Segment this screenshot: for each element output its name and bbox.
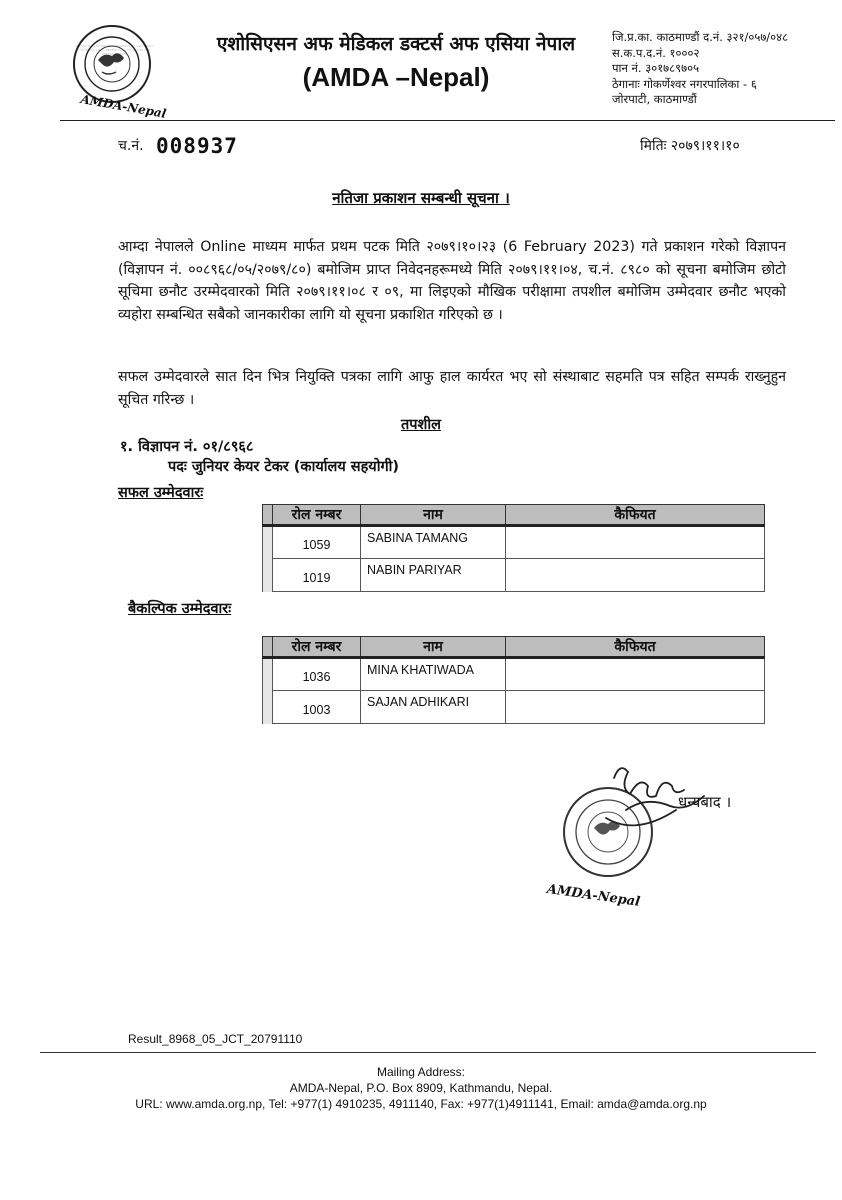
advertisement-number: १. विज्ञापन नं. ०१/८९६८ (120, 439, 254, 455)
notice-paragraph: आम्दा नेपालले Online माध्यम मार्फत प्रथम पटक मिति २०७९।१०।२३ (6 February 2023) गते प्रकाशन गरेको विज्ञापन (विज्ञापन नं. ००८९६८/०५/२०७९/८०) बमोजिम प्राप्त निवेदनहरूमध्ये मिति २०७९।११।०४, च.नं. ८९८० को सूचना बमोजिम छोटो सूचिमा छनौट उरम्मेदवारको मिति २०७९।११।०८ र ०९, मा लिइएको मौखिक परीक्षामा तपशील बमोजिम उम्मेदवार छनौट भएको व्यहोरा सम्बन्धित सबैको जानकारीका लागि यो सूचना प्रकाशित गरिएको छ । (118, 239, 786, 323)
table-edge (263, 559, 273, 592)
closing-thanks: धन्यबाद । (678, 793, 732, 811)
successful-label-text: सफल उम्मेदवारः (118, 485, 204, 501)
logo-seal-text: ASSOCIATION OF MEDICAL DOCTORS OF ASIA NEPAL · FOUNDED 1994 · BETTER QUALITY OF LIFE FOR BETTER FUTURE (74, 44, 154, 56)
registration-line: पान नं. ३०१७८९७०५ (612, 61, 700, 75)
amda-logo (60, 14, 188, 121)
remarks (506, 658, 765, 691)
notice-paragraph: सफल उम्मेदवारले सात दिन भित्र नियुक्ति पत्रका लागि आफु हाल कार्यरत भए सो संस्थाबाट सहमति पत्र सहित सम्पर्क राख्नुहुन सूचित गरिन्छ । (118, 369, 786, 408)
footer-address: AMDA-Nepal, P.O. Box 8909, Kathmandu, Nepal. (289, 1081, 553, 1095)
file-reference: Result_8968_05_JCT_20791110 (128, 1032, 303, 1046)
column-header-roll: रोल नम्बर (273, 637, 361, 658)
roll-number: 1036 (273, 658, 361, 691)
alternate-label-text: बैकल्पिक उम्मेदवारः (128, 601, 232, 617)
candidate-name: SAJAN ADHIKARI (361, 691, 506, 724)
alternate-candidates-table (262, 636, 765, 724)
details-heading (0, 414, 842, 434)
footer-divider (40, 1052, 816, 1053)
table-row (263, 658, 765, 691)
candidate-name: MINA KHATIWADA (361, 658, 506, 691)
org-name-nepali: एशोसिएसन अफ मेडिकल डक्टर्स अफ एसिया नेपाल (216, 33, 576, 55)
registration-line: स.क.प.द.नं. १०००२ (612, 45, 700, 60)
notice-title (0, 188, 842, 208)
column-header-roll: रोल नम्बर (273, 505, 361, 526)
org-name-english: (AMDA –Nepal) (302, 62, 490, 92)
registration-line: जि.प्र.का. काठमाण्डौं द.नं. ३२१/०५७/०४८ (612, 30, 789, 44)
candidate-name: NABIN PARIYAR (361, 559, 506, 592)
roll-number: 1059 (273, 526, 361, 559)
table-edge (263, 505, 273, 526)
candidate-name: SABINA TAMANG (361, 526, 506, 559)
successful-candidates-table (262, 504, 765, 592)
table-edge (263, 637, 273, 658)
table-edge (263, 526, 273, 559)
reference-number (118, 134, 238, 158)
footer-title: Mailing Address: (376, 1065, 466, 1079)
notice-title-text: नतिजा प्रकाशन सम्बन्धी सूचना । (332, 189, 510, 207)
reference-label: च.नं. (118, 138, 144, 154)
details-heading-text: तपशील (401, 417, 441, 433)
registration-details (612, 30, 834, 108)
alternate-candidates-label (128, 598, 231, 618)
table-row (263, 559, 765, 592)
stamp-caption: AMDA-Nepal (545, 882, 641, 910)
remarks (506, 559, 765, 592)
table-edge (263, 658, 273, 691)
table-row (263, 526, 765, 559)
successful-candidates-label (118, 482, 203, 502)
table-header-row (263, 637, 765, 658)
issue-date: मितिः २०७९।११।१० (640, 138, 740, 154)
remarks (506, 526, 765, 559)
registration-line: जोरपाटी, काठमाण्डौं (612, 92, 697, 106)
post-title: पदः जुनियर केयर टेकर (कार्यालय सहयोगी) (168, 459, 399, 475)
table-edge (263, 691, 273, 724)
column-header-name: नाम (361, 505, 506, 526)
reference-value: 008937 (156, 134, 238, 158)
footer-contacts: URL: www.amda.org.np, Tel: +977(1) 4910235, 4911140, Fax: +977(1)4911141, Email: amda@amda.org.np (135, 1097, 707, 1111)
column-header-name: नाम (361, 637, 506, 658)
roll-number: 1003 (273, 691, 361, 724)
logo-caption: AMDA-Nepal (79, 92, 168, 121)
registration-line: ठेगानाः गोकर्णेश्वर नगरपालिका - ६ (612, 76, 757, 91)
column-header-remarks: कैफियत (506, 505, 765, 526)
column-header-remarks: कैफियत (506, 637, 765, 658)
remarks (506, 691, 765, 724)
header-divider (60, 120, 835, 121)
table-header-row (263, 505, 765, 526)
roll-number: 1019 (273, 559, 361, 592)
table-row (263, 691, 765, 724)
